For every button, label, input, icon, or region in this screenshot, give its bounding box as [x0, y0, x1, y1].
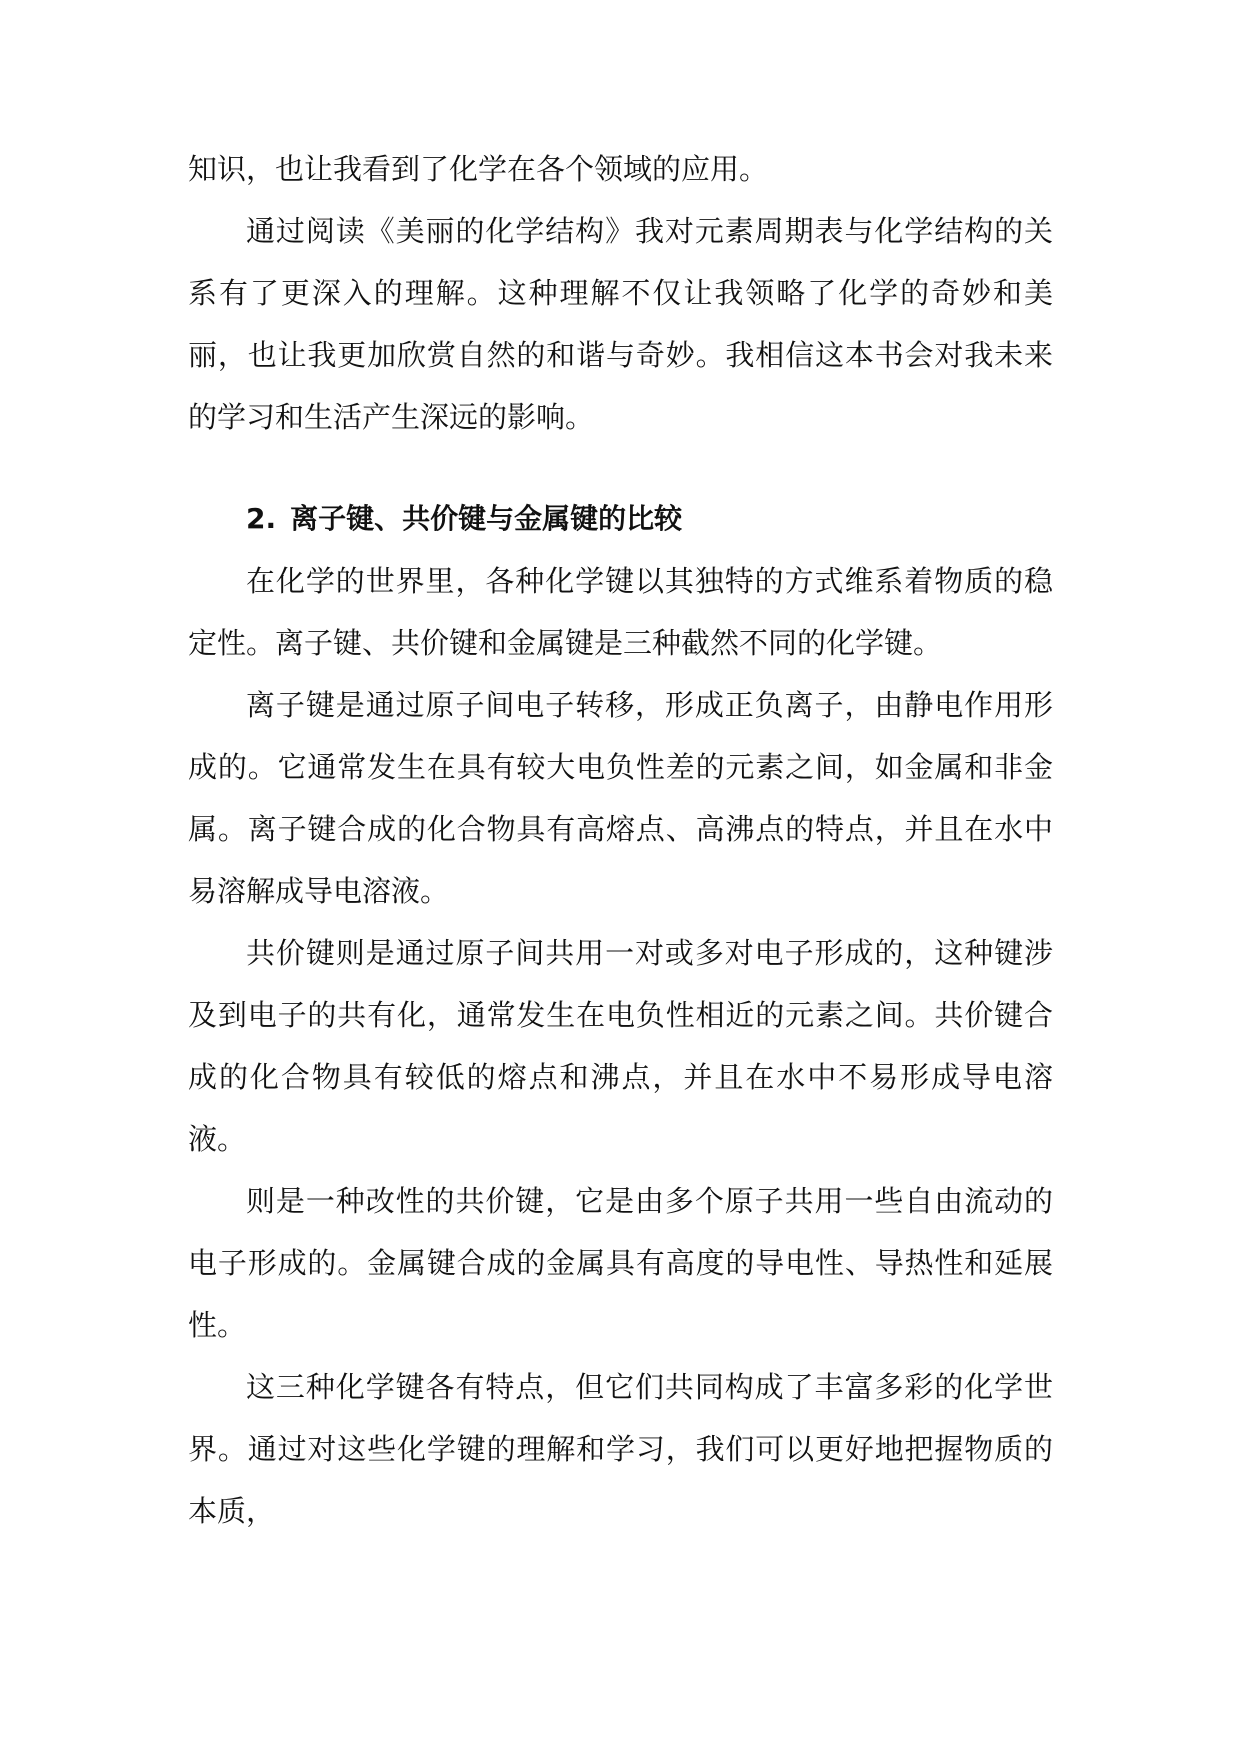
document-body — [188, 138, 1053, 1542]
section-heading — [188, 488, 1053, 550]
section-title: 离子键、共价键与金属键的比较 — [290, 502, 683, 535]
body-paragraph: 这三种化学键各有特点，但它们共同构成了丰富多彩的化学世界。通过对这些化学键的理解和学习，我们可以更好地把握物质的本质， — [188, 1370, 1053, 1528]
body-paragraph: 离子键是通过原子间电子转移，形成正负离子，由静电作用形成的。它通常发生在具有较大电负性差的元素之间，如金属和非金属。离子键合成的化合物具有高熔点、高沸点的特点，并且在水中易溶解成导电溶液。 — [188, 688, 1053, 908]
section-number: 2. — [246, 502, 277, 535]
body-paragraph: 通过阅读《美丽的化学结构》我对元素周期表与化学结构的关系有了更深入的理解。这种理解不仅让我领略了化学的奇妙和美丽，也让我更加欣赏自然的和谐与奇妙。我相信这本书会对我未来的学习和生活产生深远的影响。 — [188, 214, 1053, 434]
body-paragraph: 则是一种改性的共价键，它是由多个原子共用一些自由流动的电子形成的。金属键合成的金属具有高度的导电性、导热性和延展性。 — [188, 1184, 1053, 1342]
continuation-paragraph: 知识，也让我看到了化学在各个领域的应用。 — [188, 152, 769, 186]
body-paragraph: 在化学的世界里，各种化学键以其独特的方式维系着物质的稳定性。离子键、共价键和金属键是三种截然不同的化学键。 — [188, 564, 1053, 660]
body-paragraph: 共价键则是通过原子间共用一对或多对电子形成的，这种键涉及到电子的共有化，通常发生在电负性相近的元素之间。共价键合成的化合物具有较低的熔点和沸点，并且在水中不易形成导电溶液。 — [188, 936, 1053, 1156]
